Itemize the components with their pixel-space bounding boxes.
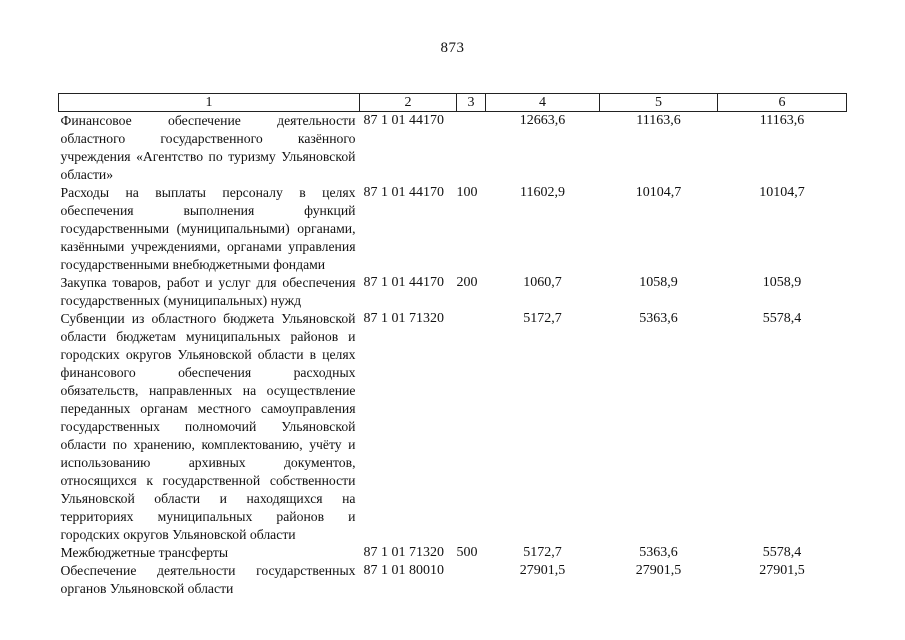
row-value-col4: 11602,9 (520, 185, 565, 200)
table-row (59, 544, 847, 562)
row-target-code: 87 1 01 71320 (363, 545, 444, 560)
table-row (59, 184, 847, 274)
row-value-col6: 1058,9 (762, 275, 802, 290)
row-name: Межбюджетные трансферты (60, 545, 229, 560)
row-target-code: 87 1 01 71320 (363, 311, 444, 326)
row-name: Субвенции из областного бюджета Ульяновской области бюджетам муниципальных районов и городских округов Ульяновской области в целях финансового обеспечения расходных обязательств, направленных на осуществление переданных органам местного самоуправления государственных полномочий Ульяновской области по хранению, комплектованию, учёту и использованию архивных документов, относящихся к государственной собственности Ульяновской области и находящихся на территориях муниципальных районов и городских округов Ульяновской области (60, 311, 356, 542)
page-number: 873 (440, 40, 465, 56)
row-target-code: 87 1 01 44170 (363, 275, 444, 290)
row-name: Финансовое обеспечение деятельности областного государственного казённого учреждения «Агентство по туризму Ульяновской области» (60, 113, 356, 182)
budget-table (58, 93, 847, 598)
row-expense-type (457, 562, 486, 598)
row-value-col5: 27901,5 (635, 563, 682, 578)
row-expense-type (457, 310, 486, 544)
row-value-col4: 12663,6 (519, 113, 566, 128)
table-row (59, 310, 847, 544)
row-value-col5: 5363,6 (639, 311, 678, 326)
row-expense-type (457, 112, 486, 185)
column-header-1: 1 (59, 94, 360, 112)
row-value-col6: 5578,4 (762, 311, 802, 326)
row-value-col5: 1058,9 (639, 275, 678, 290)
column-header-2: 2 (360, 94, 457, 112)
row-value-col4: 5172,7 (523, 311, 562, 326)
table-row (59, 274, 847, 310)
row-value-col5: 11163,6 (636, 113, 681, 128)
row-name: Обеспечение деятельности государственных органов Ульяновской области (60, 563, 356, 596)
table-header (59, 94, 847, 112)
row-value-col4: 5172,7 (523, 545, 562, 560)
row-value-col6: 27901,5 (759, 563, 805, 578)
table-body (59, 112, 847, 599)
column-header-4: 4 (486, 94, 600, 112)
table-row (59, 562, 847, 598)
row-name: Закупка товаров, работ и услуг для обеспечения государственных (муниципальных) нужд (60, 275, 356, 308)
row-value-col4: 27901,5 (519, 563, 566, 578)
row-value-col6: 5578,4 (762, 545, 802, 560)
row-name: Расходы на выплаты персоналу в целях обеспечения выполнения функций государственными (муниципальными) органами, казёнными учреждениями, органами управления государственными внебюджетными фондами (60, 185, 356, 272)
row-value-col5: 5363,6 (639, 545, 678, 560)
row-target-code: 87 1 01 80010 (363, 563, 444, 578)
column-header-3: 3 (457, 94, 486, 112)
row-value-col6: 10104,7 (759, 185, 805, 200)
row-value-col5: 10104,7 (635, 185, 682, 200)
table-row (59, 112, 847, 185)
header-row (59, 94, 847, 112)
column-header-5: 5 (600, 94, 718, 112)
row-value-col6: 11163,6 (759, 113, 805, 128)
row-expense-type: 500 (456, 545, 478, 560)
row-expense-type: 100 (456, 185, 478, 200)
column-header-6: 6 (718, 94, 847, 112)
row-target-code: 87 1 01 44170 (363, 185, 444, 200)
row-value-col4: 1060,7 (523, 275, 562, 290)
row-target-code: 87 1 01 44170 (363, 113, 444, 128)
row-expense-type: 200 (456, 275, 478, 290)
